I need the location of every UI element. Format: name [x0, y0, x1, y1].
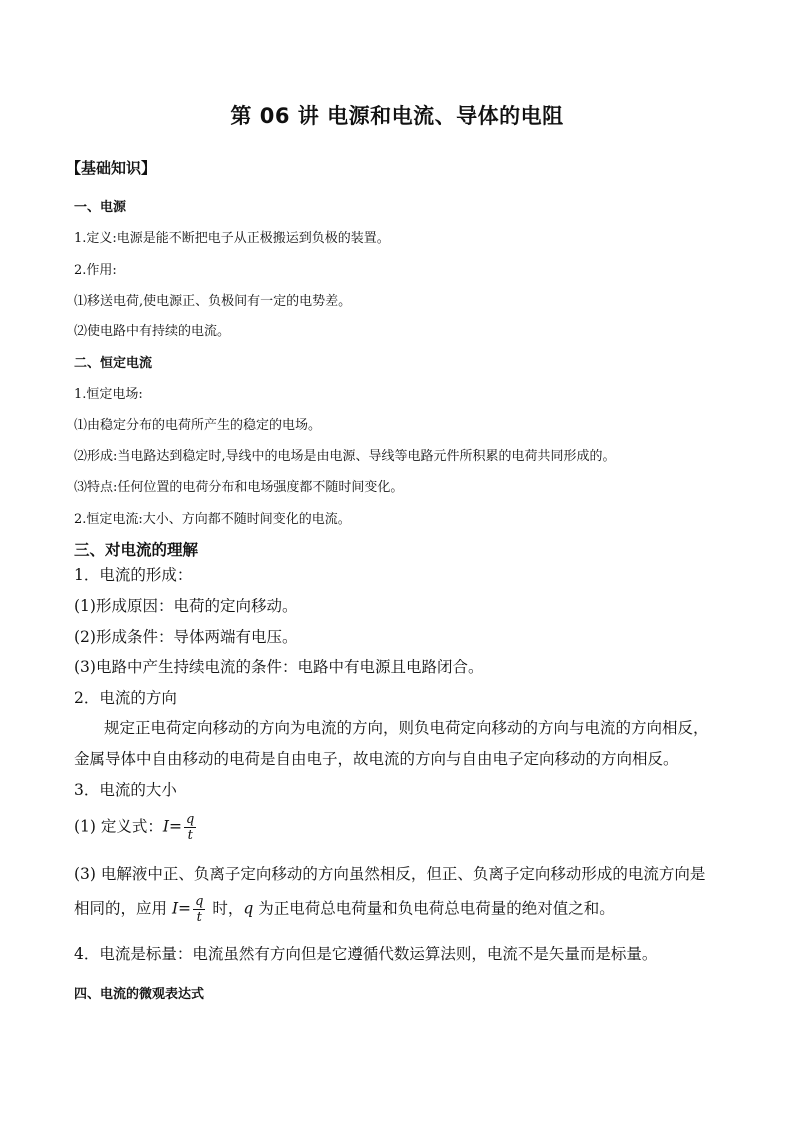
heading-current-understanding: 三、对电流的理解	[74, 541, 199, 559]
text-line: 2.恒定电流:大小、方向都不随时间变化的电流。	[74, 512, 351, 527]
formula-lhs: I=	[162, 817, 183, 836]
fraction-numerator: q	[195, 894, 204, 909]
text-line: ⑴移送电荷,使电源正、负极间有一定的电势差。	[74, 294, 352, 309]
text-line: 2.作用:	[74, 263, 117, 278]
paragraph-line: 金属导体中自由移动的电荷是自由电子，故电流的方向与自由电子定向移动的方向相反。	[74, 750, 679, 768]
fraction-q-over-t	[193, 894, 205, 925]
text-line: 4．电流是标量：电流虽然有方向但是它遵循代数运算法则，电流不是矢量而是标量。	[74, 945, 658, 963]
heading-microscopic-expression: 四、电流的微观表达式	[74, 987, 205, 1002]
text-line: ⑴由稳定分布的电荷所产生的稳定的电场。	[74, 418, 322, 433]
text-line: 3．电流的大小	[74, 781, 177, 799]
heading-power-source: 一、电源	[74, 200, 127, 215]
fraction-numerator: q	[186, 812, 195, 827]
text-line: (1)形成原因：电荷的定向移动。	[74, 597, 298, 615]
text-segment: 为正电荷总电荷量和负电荷总电荷量的绝对值之和。	[253, 899, 615, 918]
formula-application-line	[74, 894, 615, 925]
text-line: 1.定义:电源是能不断把电子从正极搬运到负极的装置。	[74, 231, 390, 246]
page-title: 第 06 讲 电源和电流、导体的电阻	[230, 104, 564, 128]
formula-lhs: I=	[171, 899, 192, 918]
fraction-denominator: t	[196, 910, 202, 925]
fraction-q-over-t	[184, 812, 196, 843]
text-segment: 时，	[207, 899, 244, 918]
text-line: ⑵使电路中有持续的电流。	[74, 324, 231, 339]
text-segment: 相同的，应用	[74, 899, 172, 918]
section-basic-knowledge: 【基础知识】	[66, 159, 157, 177]
text-line: (2)形成条件：导体两端有电压。	[74, 628, 298, 646]
fraction-denominator: t	[187, 828, 193, 843]
text-line: (3) 电解液中正、负离子定向移动的方向虽然相反，但正、负离子定向移动形成的电流方向是	[74, 865, 706, 883]
text-line: 1．电流的形成：	[74, 566, 193, 584]
paragraph-line: 规定正电荷定向移动的方向为电流的方向，则负电荷定向移动的方向与电流的方向相反，	[104, 719, 709, 737]
text-line: 1.恒定电场:	[74, 387, 143, 402]
definition-label: (1) 定义式：	[74, 817, 163, 836]
text-line: (3)电路中产生持续电流的条件：电路中有电源且电路闭合。	[74, 658, 484, 676]
definition-formula-line	[74, 812, 198, 843]
variable-q: q	[243, 899, 254, 918]
text-line: ⑶特点:任何位置的电荷分布和电场强度都不随时间变化。	[74, 480, 404, 495]
text-line: ⑵形成:当电路达到稳定时,导线中的电场是由电源、导线等电路元件所积累的电荷共同形成的。	[74, 449, 616, 464]
heading-steady-current: 二、恒定电流	[74, 356, 153, 371]
text-line: 2．电流的方向	[74, 689, 177, 707]
